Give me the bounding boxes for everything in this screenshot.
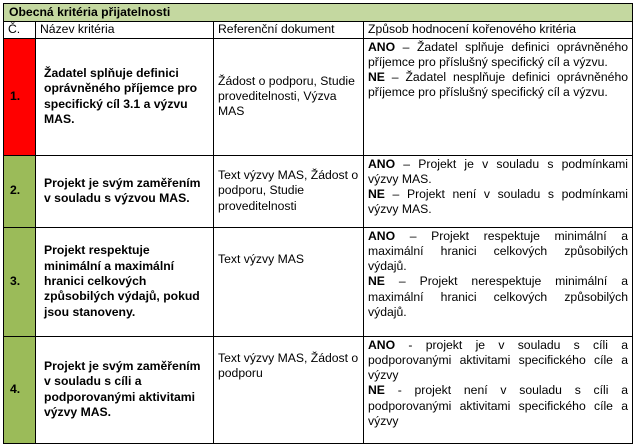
evaluation-no <box>368 274 628 320</box>
table-title-row <box>4 4 633 22</box>
evaluation-yes <box>368 338 628 384</box>
evaluation-cell <box>364 38 633 155</box>
header-name: Název kritéria <box>36 22 214 38</box>
row-number: 2. <box>4 155 36 227</box>
table-row <box>4 336 633 443</box>
no-text: - projekt není v souladu s cíli a podporovanými aktivitami specifického cíle a výzvy <box>368 383 629 429</box>
yes-label: ANO <box>368 337 396 352</box>
row-number: 4. <box>4 336 36 443</box>
reference-document: Text výzvy MAS, Žádost o podporu, Studie proveditelnosti <box>214 155 364 227</box>
evaluation-cell <box>364 227 633 336</box>
no-label: NE <box>368 274 385 289</box>
criterion-name: Žadatel splňuje definici oprávněného příjemce pro specifický cíl 3.1 a výzvu MAS. <box>36 38 214 155</box>
table-row <box>4 155 633 227</box>
evaluation-cell <box>364 155 633 227</box>
reference-document: Text výzvy MAS <box>214 227 364 336</box>
evaluation-cell <box>364 336 633 443</box>
no-label: NE <box>368 383 385 398</box>
evaluation-no <box>368 383 628 429</box>
criterion-name: Projekt je svým zaměřením v souladu s výzvou MAS. <box>36 155 214 227</box>
criterion-name: Projekt respektuje minimální a maximální hranici celkových způsobilých výdajů, pokud jsou stanoveny. <box>36 227 214 336</box>
table-title: Obecná kritéria přijatelnosti <box>4 4 633 22</box>
row-number: 3. <box>4 227 36 336</box>
evaluation-no <box>368 187 628 218</box>
header-document: Referenční dokument <box>214 22 364 38</box>
table-row <box>4 227 633 336</box>
yes-text: - projekt je v souladu s cíli a podporovanými aktivitami specifického cíle a výzvy <box>368 337 629 383</box>
table-header-row <box>4 22 633 38</box>
no-text: – Projekt nerespektuje minimální a maximální hranici celkových způsobilých výdajů. <box>368 274 629 320</box>
yes-text: – Projekt je v souladu s podmínkami výzvy MAS. <box>368 156 629 186</box>
criterion-name: Projekt je svým zaměřením v souladu s cíli a podporovanými aktivitami výzvy MAS. <box>36 336 214 443</box>
reference-document: Text výzvy MAS, Žádost o podporu <box>214 336 364 443</box>
row-number: 1. <box>4 38 36 155</box>
evaluation-yes <box>368 40 628 71</box>
header-number: Č. <box>4 22 36 38</box>
criteria-table <box>3 3 633 444</box>
table-row <box>4 38 633 155</box>
yes-label: ANO <box>368 228 396 243</box>
no-label: NE <box>368 187 385 202</box>
header-evaluation: Způsob hodnocení kořenového kritéria <box>364 22 633 38</box>
no-text: – Žadatel nesplňuje definici oprávněného příjemce pro příslušný specifický cíl a výzvu. <box>368 70 629 100</box>
no-text: – Projekt není v souladu s podmínkami výzvy MAS. <box>368 187 629 217</box>
evaluation-yes <box>368 229 628 275</box>
evaluation-no <box>368 70 628 101</box>
no-label: NE <box>368 70 385 85</box>
yes-text: – Žadatel splňuje definici oprávněného příjemce pro příslušný specifický cíl a výzvu. <box>368 39 629 69</box>
evaluation-yes <box>368 157 628 188</box>
reference-document: Žádost o podporu, Studie proveditelnosti, Výzva MAS <box>214 38 364 155</box>
yes-label: ANO <box>368 39 396 54</box>
yes-text: – Projekt respektuje minimální a maximální hranici celkových způsobilých výdajů. <box>368 228 629 274</box>
yes-label: ANO <box>368 156 396 171</box>
